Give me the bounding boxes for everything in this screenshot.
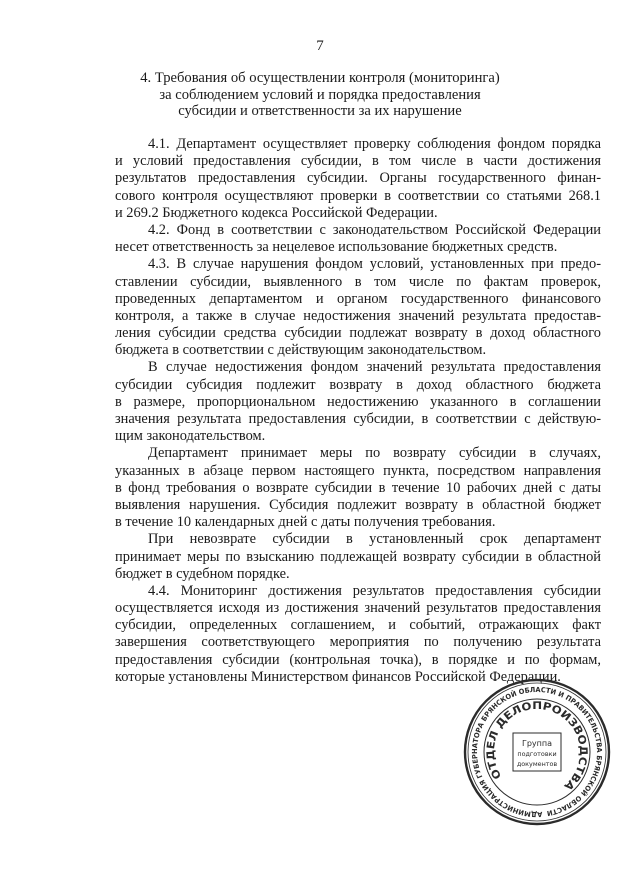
heading-line: субсидии и ответственности за их нарушение bbox=[178, 103, 462, 119]
text-line: 4.3. В случае нарушения фондом условий, установленных при предо- bbox=[148, 256, 601, 273]
text-line: в фонд требования о возврате субсидии в течение 10 рабочих дней с даты bbox=[115, 479, 601, 496]
text-line: субсидии, определенных соглашением, и событий, отражающих факт bbox=[115, 617, 601, 634]
text-line: В случае недостижения фондом значений результата предоставления bbox=[148, 359, 601, 376]
svg-text:ОТДЕЛ ДЕЛОПРОИЗВОДСТВА: ОТДЕЛ ДЕЛОПРОИЗВОДСТВА bbox=[484, 699, 590, 792]
text-line: сового контроля осуществляют проверки в соответствии со статьями 268.1 bbox=[115, 187, 601, 204]
text-line: принимает меры по взысканию подлежащей возврату субсидии в областной bbox=[115, 548, 601, 565]
text-line: несет ответственность за нецелевое использование бюджетных средств. bbox=[115, 239, 558, 256]
text-line: ления субсидии средства субсидии подлежат возврату в доход областного bbox=[115, 325, 601, 342]
stamp-center-line: документов bbox=[516, 760, 558, 768]
text-line: Департамент принимает меры по возврату субсидии в случаях, bbox=[148, 445, 601, 462]
paragraph bbox=[115, 445, 601, 531]
text-line: и условий предоставления субсидии, в том числе в части достижения bbox=[115, 153, 601, 170]
section-heading bbox=[110, 70, 530, 120]
text-line: контроля, а также в случае недостижения значений результата предостав- bbox=[115, 307, 601, 324]
paragraph bbox=[115, 136, 601, 222]
page-number: 7 bbox=[316, 38, 324, 54]
text-line: завершения соответствующего мероприятия по получению результата bbox=[115, 634, 601, 651]
text-line: которые установлены Министерством финансов Российской Федерации. bbox=[115, 668, 561, 685]
paragraph bbox=[115, 222, 601, 256]
text-line: При невозврате субсидии в установленный срок департамент bbox=[148, 531, 601, 548]
text-line: в размере, пропорциональном недостижению указанного в соглашении bbox=[115, 393, 601, 410]
text-line: 4.4. Мониторинг достижения результатов предоставления субсидии bbox=[148, 582, 601, 599]
svg-text:АДМИНИСТРАЦИЯ ГУБЕРНАТОРА БРЯН: АДМИНИСТРАЦИЯ ГУБЕРНАТОРА БРЯНСКОЙ ОБЛАСТИ И ПРАВИТЕЛЬСТВА БРЯНСКОЙ ОБЛАСТИ bbox=[470, 685, 604, 819]
text-line: осуществляется исходя из достижения значений результатов предоставления bbox=[115, 600, 601, 617]
text-line: предоставления субсидии (контрольная точка), в порядке и по формам, bbox=[115, 651, 601, 668]
stamp-center-line: подготовки bbox=[517, 750, 557, 758]
text-line: субсидии субсидия подлежит возврату в доход областного бюджета bbox=[115, 376, 601, 393]
text-line: ставлении субсидии, выявленного в том числе по фактам проверок, bbox=[115, 273, 601, 290]
text-line: указанных в абзаце первом настоящего пункта, посредством направления bbox=[115, 462, 601, 479]
text-line: и 269.2 Бюджетного кодекса Российской Федерации. bbox=[115, 204, 438, 221]
text-line: щим законодательством. bbox=[115, 428, 266, 445]
stamp-center-line: Группа bbox=[521, 739, 553, 748]
text-line: выявления нарушения. Субсидия подлежит возврату в областной бюджет bbox=[115, 496, 601, 513]
paragraph bbox=[115, 531, 601, 583]
paragraph bbox=[115, 256, 601, 359]
paragraph bbox=[115, 359, 601, 445]
heading-line: 4. Требования об осуществлении контроля (мониторинга) bbox=[140, 70, 500, 86]
document-body bbox=[115, 136, 601, 686]
stamp-seal bbox=[462, 677, 612, 827]
text-line: бюджет в судебном порядке. bbox=[115, 565, 290, 582]
text-line: результатов предоставления субсидии. Органы государственного финан- bbox=[115, 170, 601, 187]
text-line: 4.2. Фонд в соответствии с законодательством Российской Федерации bbox=[148, 221, 601, 238]
text-line: бюджета в соответствии с действующим законодательством. bbox=[115, 342, 487, 359]
text-line: значения результата предоставления субсидии, в соответствии с действую- bbox=[115, 411, 601, 427]
text-line: 4.1. Департамент осуществляет проверку соблюдения фондом порядка bbox=[148, 136, 601, 152]
text-line: в течение 10 календарных дней с даты получения требования. bbox=[115, 514, 496, 531]
text-line: проведенных департаментом и органом государственного финансового bbox=[115, 290, 601, 307]
paragraph bbox=[115, 583, 601, 686]
heading-line: за соблюдением условий и порядка предоставления bbox=[159, 86, 481, 103]
